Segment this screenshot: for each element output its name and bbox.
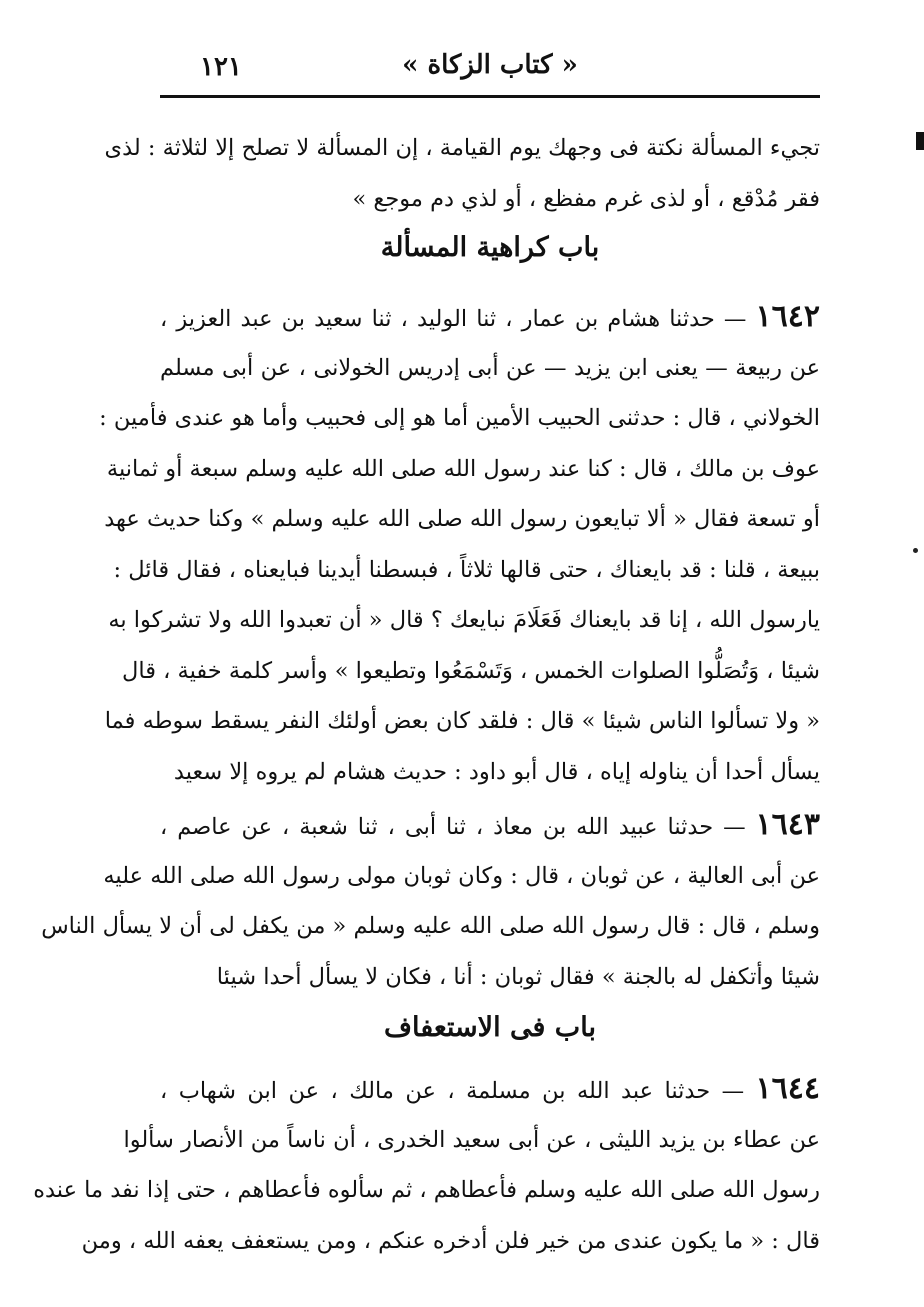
text-line: يسأل أحدا أن يناوله إياه ، قال أبو داود : حديث هشام لم يروه إلا سعيد	[173, 758, 820, 785]
hadith-line: — حدثنا عبيد الله بن معاذ ، ثنا أبى ، ثنا شعبة ، عن عاصم ،	[160, 814, 746, 840]
intro-paragraph	[104, 123, 820, 224]
text-line	[160, 292, 820, 343]
text-line: عن أبى العالية ، عن ثوبان ، قال : وكان ثوبان مولى رسول الله صلى الله عليه	[103, 862, 820, 889]
text-line: وسلم ، قال : قال رسول الله صلى الله عليه وسلم « من يكفل لى أن لا يسأل الناس	[41, 913, 820, 939]
text-line: فقر مُدْقع ، أو لذى غرم مفظع ، أو لذي دم موجع »	[352, 185, 820, 212]
hadith-1643	[41, 800, 820, 1002]
text-line: يارسول الله ، إنا قد بايعناك فَعَلَامَ نبايعك ؟ قال « أن تعبدوا الله ولا تشركوا به	[108, 607, 820, 633]
section-heading-1: باب كراهية المسألة	[380, 232, 600, 263]
hadith-1644	[33, 1064, 820, 1266]
text-line: ببيعة ، قلنا : قد بايعناك ، حتى قالها ثلاثاً ، فبسطنا أيدينا فبايعناه ، فقال قائل :	[113, 556, 820, 583]
page-number: ١٢١	[200, 52, 242, 82]
text-line	[160, 1064, 820, 1115]
section-heading-2: باب فى الاستعفاف	[384, 1012, 596, 1043]
page-header	[160, 44, 820, 90]
text-line: الخولاني ، قال : حدثنى الحبيب الأمين أما هو إلى فحبيب وأما هو عندى فأمين :	[99, 405, 820, 431]
margin-mark	[916, 132, 924, 150]
text-line: أو تسعة فقال « ألا تبايعون رسول الله صلى الله عليه وسلم » وكنا حديث عهد	[104, 506, 820, 532]
hadith-number: ١٦٤٢	[755, 299, 820, 334]
text-line	[160, 800, 820, 851]
text-line: شيئا وأتكفل له بالجنة » فقال ثوبان : أنا ، فكان لا يسأل أحدا شيئا	[216, 963, 820, 990]
hadith-number: ١٦٤٣	[755, 807, 820, 842]
text-line: « ولا تسألوا الناس شيئا » قال : فلقد كان بعض أولئك النفر يسقط سوطه فما	[104, 708, 820, 734]
text-line: تجيء المسألة نكتة فى وجهك يوم القيامة ، إن المسألة لا تصلح إلا لثلاثة : لذى	[104, 135, 820, 161]
text-line: رسول الله صلى الله عليه وسلم فأعطاهم ، ثم سألوه فأعطاهم ، حتى إذا نفد ما عنده	[33, 1177, 820, 1203]
text-line: عن عطاء بن يزيد الليثى ، عن أبى سعيد الخدرى ، أن ناساً من الأنصار سألوا	[123, 1126, 820, 1153]
text-line: قال : « ما يكون عندى من خير فلن أدخره عنكم ، ومن يستعفف يعفه الله ، ومن	[81, 1227, 820, 1254]
text-line: عن ربيعة — يعنى ابن يزيد — عن أبى إدريس الخولانى ، عن أبى مسلم	[160, 354, 820, 381]
running-title: « كتاب الزكاة »	[402, 50, 578, 80]
text-line: عوف بن مالك ، قال : كنا عند رسول الله صلى الله عليه وسلم سبعة أو ثمانية	[106, 455, 820, 482]
hadith-number: ١٦٤٤	[755, 1071, 820, 1106]
text-line: شيئا ، وَتُصَلُّوا الصلوات الخمس ، وَتَسْمَعُوا وتطيعوا » وأسر كلمة خفية ، قال	[122, 657, 820, 684]
header-rule	[160, 95, 820, 98]
margin-dot	[913, 548, 918, 553]
hadith-line: — حدثنا هشام بن عمار ، ثنا الوليد ، ثنا سعيد بن عبد العزيز ،	[160, 306, 747, 332]
hadith-line: — حدثنا عبد الله بن مسلمة ، عن مالك ، عن ابن شهاب ،	[160, 1078, 745, 1104]
hadith-1642	[99, 292, 820, 797]
